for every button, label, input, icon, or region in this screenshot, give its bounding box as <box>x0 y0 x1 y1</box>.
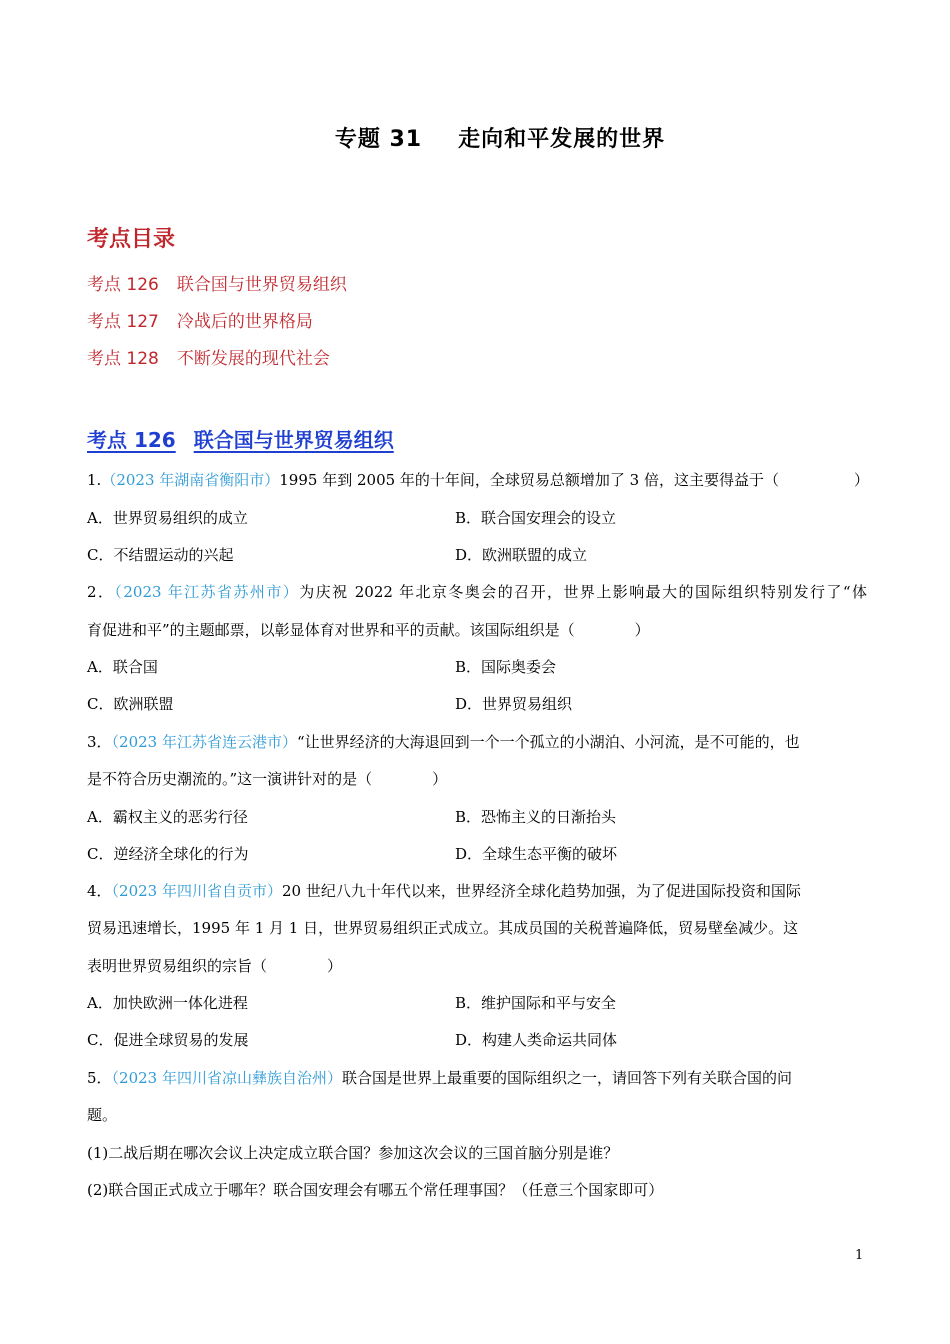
option-a[interactable]: A．加快欧洲一体化进程 <box>87 994 248 1012</box>
question-source: （2023 年江苏省苏州市） <box>114 583 300 601</box>
option-b[interactable]: B．维护国际和平与安全 <box>455 994 617 1012</box>
question-5-stem <box>87 1068 867 1088</box>
question-source: （2023 年四川省凉山彝族自治州） <box>111 1069 342 1087</box>
question-4-stem-cont: 贸易迅速增长，1995 年 1 月 1 日，世界贸易组织正式成立。其成员国的关税普遍降低，贸易壁垒减少。这 <box>87 919 799 937</box>
toc-item-code: 考点 127 <box>87 312 159 332</box>
toc-item-code: 考点 126 <box>87 275 159 295</box>
question-4-stem <box>87 881 867 901</box>
option-d[interactable]: D．全球生态平衡的破坏 <box>455 845 618 863</box>
question-2-stem-cont: 育促进和平”的主题邮票，以彰显体育对世界和平的贡献。该国际组织是（ ） <box>87 621 650 639</box>
title-topic-name: 走向和平发展的世界 <box>458 127 666 152</box>
question-text: “让世界经济的大海退回到一个一个孤立的小湖泊、小河流，是不可能的，也 <box>297 733 800 751</box>
question-text: 联合国是世界上最重要的国际组织之一，请回答下列有关联合国的问 <box>342 1069 793 1087</box>
question-text: 为庆祝 2022 年北京冬奥会的召开，世界上影响最大的国际组织特别发行了“体 <box>299 583 867 601</box>
option-b[interactable]: B．国际奥委会 <box>455 658 557 676</box>
section-heading[interactable] <box>87 424 394 453</box>
question-source: （2023 年湖南省衡阳市） <box>101 471 280 489</box>
question-3-stem <box>87 732 867 752</box>
option-a[interactable]: A．联合国 <box>87 658 158 676</box>
toc-item[interactable] <box>87 270 347 295</box>
section-code: 考点 126 <box>87 428 176 452</box>
toc-item-code: 考点 128 <box>87 349 159 369</box>
question-1-stem <box>87 470 870 490</box>
option-d[interactable]: D．构建人类命运共同体 <box>455 1031 618 1049</box>
question-text: 1995 年到 2005 年的十年间，全球贸易总额增加了 3 倍，这主要得益于（ ） <box>279 471 870 489</box>
section-name: 联合国与世界贸易组织 <box>193 428 394 452</box>
title-topic-number: 专题 31 <box>334 127 423 152</box>
question-number: 4． <box>87 882 112 900</box>
question-number: 2． <box>87 583 115 601</box>
option-d[interactable]: D．世界贸易组织 <box>455 695 573 713</box>
question-source: （2023 年江苏省连云港市） <box>111 733 297 751</box>
toc-item-name: 不断发展的现代社会 <box>176 349 330 369</box>
question-2-stem <box>87 582 867 602</box>
option-c[interactable]: C．促进全球贸易的发展 <box>87 1031 249 1049</box>
question-source: （2023 年四川省自贡市） <box>111 882 282 900</box>
question-number: 5． <box>87 1069 112 1087</box>
question-4-stem-cont: 表明世界贸易组织的宗旨（ ） <box>87 957 343 975</box>
question-number: 3． <box>87 733 112 751</box>
question-text: 20 世纪八九十年代以来，世界经济全球化趋势加强，为了促进国际投资和国际 <box>282 882 801 900</box>
question-5-stem-cont: 题。 <box>87 1106 118 1124</box>
question-3-stem-cont: 是不符合历史潮流的。”这一演讲针对的是（ ） <box>87 770 448 788</box>
toc-item-name: 联合国与世界贸易组织 <box>176 275 347 295</box>
sub-question-2: (2)联合国正式成立于哪年？联合国安理会有哪五个常任理事国？（任意三个国家即可） <box>87 1181 664 1199</box>
toc-heading: 考点目录 <box>87 227 176 252</box>
option-a[interactable]: A．世界贸易组织的成立 <box>87 509 248 527</box>
question-number: 1. <box>87 471 102 489</box>
option-b[interactable]: B．联合国安理会的设立 <box>455 509 617 527</box>
option-b[interactable]: B．恐怖主义的日渐抬头 <box>455 808 617 826</box>
option-c[interactable]: C．欧洲联盟 <box>87 695 174 713</box>
page-title <box>0 122 950 153</box>
sub-question-1: (1)二战后期在哪次会议上决定成立联合国？参加这次会议的三国首脑分别是谁？ <box>87 1144 619 1162</box>
option-c[interactable]: C．逆经济全球化的行为 <box>87 845 249 863</box>
option-a[interactable]: A．霸权主义的恶劣行径 <box>87 808 248 826</box>
page-number: 1 <box>855 1248 864 1263</box>
toc-item-name: 冷战后的世界格局 <box>176 312 313 332</box>
toc-item[interactable] <box>87 344 330 369</box>
option-c[interactable]: C．不结盟运动的兴起 <box>87 546 234 564</box>
option-d[interactable]: D．欧洲联盟的成立 <box>455 546 588 564</box>
toc-item[interactable] <box>87 307 313 332</box>
